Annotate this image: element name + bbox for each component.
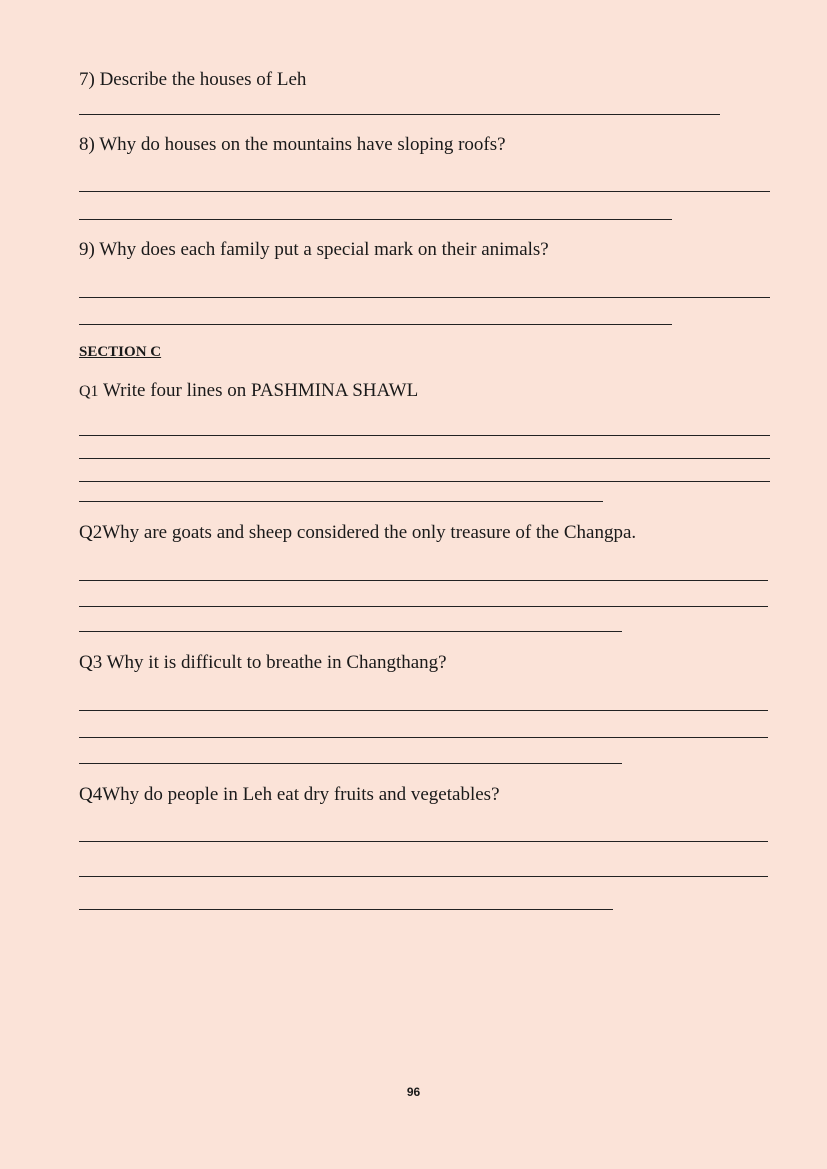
answer-line[interactable]	[79, 501, 603, 502]
answer-line[interactable]	[79, 219, 672, 220]
answer-line[interactable]	[79, 580, 768, 581]
section-c-question-3: Q3 Why it is difficult to breathe in Changthang?	[79, 652, 447, 673]
answer-line[interactable]	[79, 114, 720, 115]
answer-line[interactable]	[79, 631, 622, 632]
question-7: 7) Describe the houses of Leh	[79, 69, 307, 90]
question-8: 8) Why do houses on the mountains have sloping roofs?	[79, 134, 506, 155]
answer-line[interactable]	[79, 324, 672, 325]
question-number: Q1	[79, 383, 99, 400]
answer-line[interactable]	[79, 841, 768, 842]
page-number: 96	[406, 1085, 421, 1099]
question-text: Write four lines on PASHMINA SHAWL	[98, 380, 419, 401]
answer-line[interactable]	[79, 763, 622, 764]
section-c-heading: SECTION C	[79, 344, 162, 360]
answer-line[interactable]	[79, 909, 613, 910]
section-c-question-4: Q4Why do people in Leh eat dry fruits and vegetables?	[79, 784, 500, 805]
answer-line[interactable]	[79, 458, 770, 459]
answer-line[interactable]	[79, 876, 768, 877]
section-c-question-1	[79, 380, 418, 403]
answer-line[interactable]	[79, 191, 770, 192]
answer-line[interactable]	[79, 481, 770, 482]
answer-line[interactable]	[79, 710, 768, 711]
answer-line[interactable]	[79, 297, 770, 298]
question-9: 9) Why does each family put a special mark on their animals?	[79, 239, 549, 260]
answer-line[interactable]	[79, 435, 770, 436]
answer-line[interactable]	[79, 606, 768, 607]
section-c-question-2: Q2Why are goats and sheep considered the only treasure of the Changpa.	[79, 522, 637, 543]
answer-line[interactable]	[79, 737, 768, 738]
